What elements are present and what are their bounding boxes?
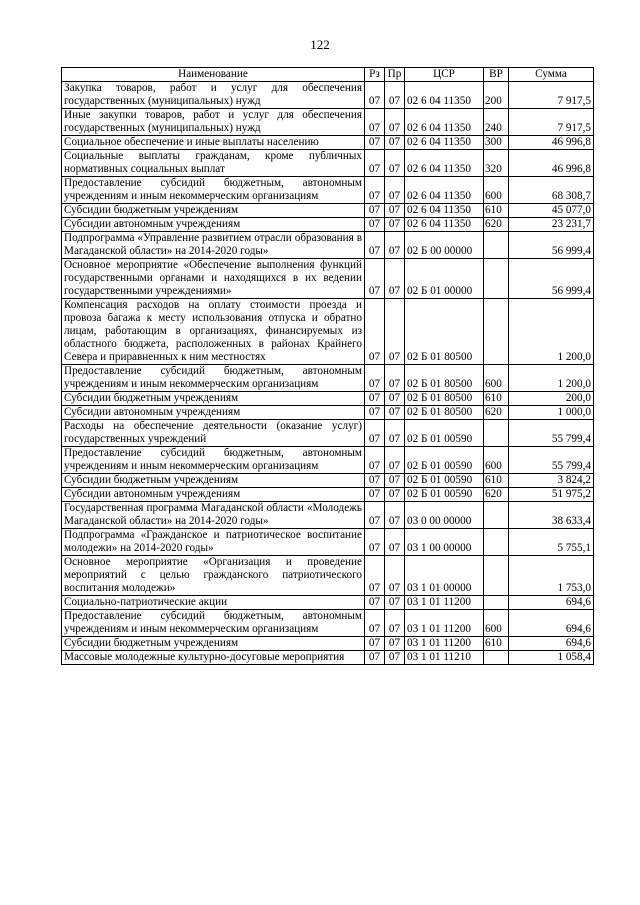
cell-csr: 02 Б 01 80500 [405,365,484,392]
table-row [62,556,594,596]
cell-rz: 07 [365,474,385,488]
cell-name: Подпрограмма «Управление развитием отрасли образования в Магаданской области» на 2014-2020 годы» [62,232,365,259]
table-row [62,150,594,177]
cell-pr: 07 [385,637,405,651]
cell-sum: 7 917,5 [509,109,594,136]
cell-rz: 07 [365,637,385,651]
cell-vr: 240 [484,109,509,136]
cell-rz: 07 [365,177,385,204]
cell-vr: 320 [484,150,509,177]
cell-rz: 07 [365,299,385,365]
cell-pr: 07 [385,299,405,365]
cell-pr: 07 [385,447,405,474]
cell-name: Массовые молодежные культурно-досуговые мероприятия [62,651,365,665]
cell-sum: 3 824,2 [509,474,594,488]
cell-name: Субсидии автономным учреждениям [62,488,365,502]
cell-sum: 694,6 [509,610,594,637]
cell-rz: 07 [365,596,385,610]
cell-rz: 07 [365,651,385,665]
cell-vr: 600 [484,365,509,392]
cell-sum: 1 200,0 [509,299,594,365]
cell-pr: 07 [385,529,405,556]
cell-vr: 610 [484,392,509,406]
cell-sum: 694,6 [509,637,594,651]
cell-vr: 600 [484,610,509,637]
cell-name: Закупка товаров, работ и услуг для обеспечения государственных (муниципальных) нужд [62,82,365,109]
table-row [62,204,594,218]
cell-vr: 620 [484,488,509,502]
cell-csr: 03 1 01 11200 [405,637,484,651]
cell-sum: 45 077,0 [509,204,594,218]
table-row [62,596,594,610]
header-pr: Пр [385,68,405,82]
cell-csr: 03 1 01 11200 [405,596,484,610]
cell-name: Социальное обеспечение и иные выплаты населению [62,136,365,150]
cell-pr: 07 [385,406,405,420]
cell-name: Основное мероприятие «Обеспечение выполнения функций государственными органами и находящихся в их ведении государственными учреждениями» [62,259,365,299]
cell-rz: 07 [365,218,385,232]
cell-pr: 07 [385,596,405,610]
cell-name: Субсидии автономным учреждениям [62,218,365,232]
cell-vr [484,420,509,447]
table-row [62,136,594,150]
table-row [62,406,594,420]
cell-csr: 02 Б 00 00000 [405,232,484,259]
cell-sum: 55 799,4 [509,447,594,474]
table-row [62,232,594,259]
table-row [62,502,594,529]
cell-sum: 1 753,0 [509,556,594,596]
table-row [62,529,594,556]
cell-pr: 07 [385,204,405,218]
budget-table [61,67,594,665]
cell-vr: 620 [484,406,509,420]
cell-sum: 1 058,4 [509,651,594,665]
cell-sum: 694,6 [509,596,594,610]
cell-rz: 07 [365,136,385,150]
cell-name: Социально-патриотические акции [62,596,365,610]
cell-vr: 620 [484,218,509,232]
page-number: 122 [310,37,330,52]
cell-name: Расходы на обеспечение деятельности (оказание услуг) государственных учреждений [62,420,365,447]
cell-name: Субсидии автономным учреждениям [62,406,365,420]
cell-csr: 02 Б 01 80500 [405,406,484,420]
header-rz: Рз [365,68,385,82]
cell-name: Предоставление субсидий бюджетным, автономным учреждениям и иным некоммерческим организациям [62,447,365,474]
cell-pr: 07 [385,392,405,406]
header-sum: Сумма [509,68,594,82]
cell-vr [484,259,509,299]
cell-sum: 1 200,0 [509,365,594,392]
cell-csr: 02 6 04 11350 [405,136,484,150]
cell-vr [484,299,509,365]
cell-sum: 46 996,8 [509,136,594,150]
table-row [62,365,594,392]
cell-name: Подпрограмма «Гражданское и патриотическое воспитание молодежи» на 2014-2020 годы» [62,529,365,556]
cell-sum: 38 633,4 [509,502,594,529]
cell-csr: 02 6 04 11350 [405,177,484,204]
cell-csr: 02 6 04 11350 [405,150,484,177]
cell-vr: 600 [484,177,509,204]
cell-rz: 07 [365,610,385,637]
cell-sum: 68 308,7 [509,177,594,204]
cell-rz: 07 [365,447,385,474]
cell-pr: 07 [385,82,405,109]
table-row [62,651,594,665]
cell-csr: 03 1 00 00000 [405,529,484,556]
cell-name: Субсидии бюджетным учреждениям [62,474,365,488]
cell-name: Государственная программа Магаданской области «Молодежь Магаданской области» на 2014-2020 годы» [62,502,365,529]
cell-name: Иные закупки товаров, работ и услуг для обеспечения государственных (муниципальных) нужд [62,109,365,136]
cell-sum: 7 917,5 [509,82,594,109]
cell-csr: 02 Б 01 00590 [405,447,484,474]
cell-pr: 07 [385,136,405,150]
cell-name: Субсидии бюджетным учреждениям [62,204,365,218]
cell-sum: 56 999,4 [509,259,594,299]
cell-vr [484,556,509,596]
cell-vr: 610 [484,474,509,488]
cell-vr [484,651,509,665]
cell-pr: 07 [385,177,405,204]
cell-csr: 03 1 01 11200 [405,610,484,637]
cell-vr [484,502,509,529]
cell-rz: 07 [365,109,385,136]
cell-csr: 02 Б 01 80500 [405,392,484,406]
cell-sum: 55 799,4 [509,420,594,447]
table-header-row [62,68,594,82]
cell-vr: 610 [484,637,509,651]
cell-rz: 07 [365,420,385,447]
cell-rz: 07 [365,365,385,392]
cell-csr: 02 6 04 11350 [405,109,484,136]
cell-pr: 07 [385,420,405,447]
cell-sum: 1 000,0 [509,406,594,420]
cell-pr: 07 [385,218,405,232]
cell-name: Субсидии бюджетным учреждениям [62,637,365,651]
table-row [62,420,594,447]
cell-rz: 07 [365,82,385,109]
table-row [62,447,594,474]
cell-csr: 03 1 01 00000 [405,556,484,596]
cell-csr: 02 Б 01 00590 [405,420,484,447]
cell-csr: 02 Б 01 00590 [405,488,484,502]
cell-rz: 07 [365,556,385,596]
cell-vr [484,596,509,610]
table-row [62,218,594,232]
cell-rz: 07 [365,150,385,177]
cell-csr: 02 6 04 11350 [405,218,484,232]
table-row [62,177,594,204]
table-row [62,610,594,637]
cell-pr: 07 [385,502,405,529]
cell-name: Социальные выплаты гражданам, кроме публичных нормативных социальных выплат [62,150,365,177]
table-row [62,474,594,488]
cell-pr: 07 [385,474,405,488]
table-row [62,488,594,502]
cell-csr: 02 Б 01 00000 [405,259,484,299]
cell-sum: 200,0 [509,392,594,406]
cell-csr: 03 1 01 11210 [405,651,484,665]
cell-rz: 07 [365,488,385,502]
cell-vr: 610 [484,204,509,218]
cell-rz: 07 [365,232,385,259]
cell-csr: 02 Б 01 00590 [405,474,484,488]
cell-csr: 03 0 00 00000 [405,502,484,529]
cell-rz: 07 [365,502,385,529]
cell-pr: 07 [385,365,405,392]
cell-pr: 07 [385,150,405,177]
cell-pr: 07 [385,651,405,665]
header-csr: ЦСР [405,68,484,82]
cell-sum: 46 996,8 [509,150,594,177]
table-row [62,392,594,406]
cell-name: Субсидии бюджетным учреждениям [62,392,365,406]
table-row [62,259,594,299]
cell-csr: 02 6 04 11350 [405,82,484,109]
cell-rz: 07 [365,204,385,218]
table-row [62,109,594,136]
cell-rz: 07 [365,529,385,556]
cell-sum: 5 755,1 [509,529,594,556]
cell-csr: 02 Б 01 80500 [405,299,484,365]
table-row [62,299,594,365]
cell-vr: 200 [484,82,509,109]
cell-csr: 02 6 04 11350 [405,204,484,218]
cell-sum: 23 231,7 [509,218,594,232]
cell-name: Предоставление субсидий бюджетным, автономным учреждениям и иным некоммерческим организациям [62,610,365,637]
cell-name: Предоставление субсидий бюджетным, автономным учреждениям и иным некоммерческим организациям [62,365,365,392]
cell-name: Основное мероприятие «Организация и проведение мероприятий с целью гражданского патриотического воспитания молодежи» [62,556,365,596]
cell-pr: 07 [385,556,405,596]
cell-sum: 56 999,4 [509,232,594,259]
cell-rz: 07 [365,392,385,406]
cell-name: Компенсация расходов на оплату стоимости проезда и провоза багажа к месту использования отпуска и обратно лицам, работающим в организациях, финансируемых из областного бюджета, расположенных в районах Крайнего Севера и приравненных к ним местностях [62,299,365,365]
cell-vr: 300 [484,136,509,150]
cell-rz: 07 [365,406,385,420]
header-name: Наименование [62,68,365,82]
cell-pr: 07 [385,232,405,259]
cell-pr: 07 [385,109,405,136]
table-body [62,82,594,665]
cell-pr: 07 [385,610,405,637]
cell-rz: 07 [365,259,385,299]
cell-vr [484,529,509,556]
cell-pr: 07 [385,488,405,502]
table-row [62,82,594,109]
cell-pr: 07 [385,259,405,299]
header-vr: ВР [484,68,509,82]
cell-vr [484,232,509,259]
cell-vr: 600 [484,447,509,474]
cell-name: Предоставление субсидий бюджетным, автономным учреждениям и иным некоммерческим организациям [62,177,365,204]
table-row [62,637,594,651]
cell-sum: 51 975,2 [509,488,594,502]
